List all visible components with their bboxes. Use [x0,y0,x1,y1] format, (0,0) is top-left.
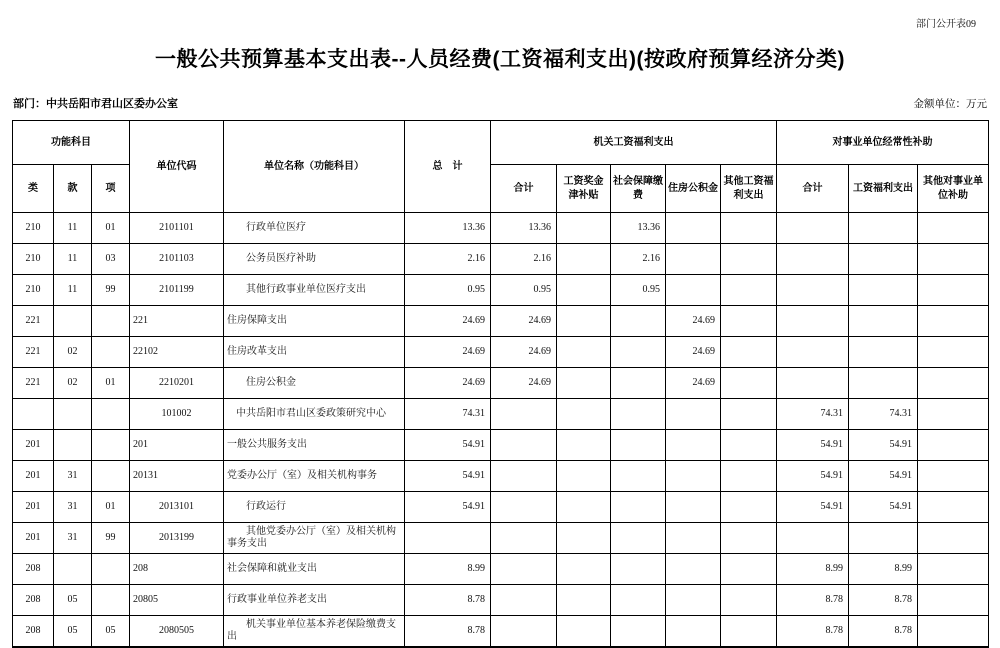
cell-org-other [721,461,777,492]
cell-total: 54.91 [405,461,491,492]
cell-unit-code: 2210201 [130,368,224,399]
cell-lei: 208 [13,585,54,616]
cell-org-housing [666,399,721,430]
cell-org-housing [666,275,721,306]
cell-unit-name: 行政单位医疗 [224,213,405,244]
cell-inst-wage [849,275,918,306]
table-row [13,368,989,399]
cell-org-other [721,213,777,244]
cell-org-social: 13.36 [611,213,666,244]
cell-org-total: 24.69 [491,337,557,368]
cell-xiang [92,306,130,337]
cell-inst-total: 8.78 [777,616,849,648]
cell-total: 8.78 [405,585,491,616]
cell-org-wage [557,523,611,554]
cell-kuan: 02 [54,337,92,368]
cell-xiang: 01 [92,368,130,399]
cell-xiang [92,337,130,368]
cell-total: 8.78 [405,616,491,648]
table-row [13,306,989,337]
cell-org-total [491,523,557,554]
cell-org-other [721,275,777,306]
cell-org-wage [557,213,611,244]
page-title: 一般公共预算基本支出表--人员经费(工资福利支出)(按政府预算经济分类) [155,48,845,71]
cell-xiang [92,399,130,430]
cell-total: 24.69 [405,368,491,399]
cell-xiang: 01 [92,213,130,244]
cell-org-wage [557,461,611,492]
cell-org-housing [666,213,721,244]
cell-unit-code: 20131 [130,461,224,492]
cell-kuan: 05 [54,585,92,616]
cell-unit-name: 党委办公厅（室）及相关机构事务 [224,461,405,492]
cell-lei: 221 [13,337,54,368]
cell-xiang [92,430,130,461]
header-org-total: 合计 [491,165,557,213]
cell-org-social: 0.95 [611,275,666,306]
header-org-group: 机关工资福利支出 [491,121,777,165]
table-row [13,616,989,648]
cell-xiang [92,585,130,616]
cell-org-social [611,337,666,368]
cell-org-other [721,492,777,523]
cell-org-housing [666,430,721,461]
cell-xiang: 99 [92,275,130,306]
cell-lei: 221 [13,368,54,399]
cell-inst-total: 54.91 [777,430,849,461]
table-row [13,430,989,461]
cell-inst-other [918,616,989,648]
cell-inst-total [777,368,849,399]
cell-unit-name: 机关事业单位基本养老保险缴费支出 [224,616,405,648]
cell-org-total [491,554,557,585]
header-inst-wage: 工资福利支出 [849,165,918,213]
cell-org-social [611,461,666,492]
cell-unit-name: 住房公积金 [224,368,405,399]
cell-inst-other [918,461,989,492]
department-label: 部门：中共岳阳市君山区委办公室 [13,98,178,110]
cell-org-other [721,523,777,554]
cell-xiang: 01 [92,492,130,523]
cell-kuan [54,399,92,430]
cell-org-other [721,554,777,585]
cell-kuan: 11 [54,213,92,244]
cell-org-social [611,523,666,554]
cell-inst-total [777,275,849,306]
cell-kuan: 31 [54,461,92,492]
cell-unit-code: 2080505 [130,616,224,648]
cell-org-social [611,616,666,648]
header-org-other: 其他工资福利支出 [721,165,777,213]
header-lei: 类 [13,165,54,213]
cell-org-housing: 24.69 [666,368,721,399]
table-row [13,244,989,275]
cell-inst-other [918,337,989,368]
table-body [13,213,989,648]
cell-inst-total [777,523,849,554]
cell-org-housing [666,461,721,492]
cell-org-housing [666,554,721,585]
cell-org-housing [666,616,721,648]
cell-org-total [491,585,557,616]
cell-org-wage [557,368,611,399]
table-row [13,492,989,523]
cell-lei: 201 [13,492,54,523]
cell-inst-wage [849,213,918,244]
cell-inst-wage: 54.91 [849,492,918,523]
cell-org-social [611,554,666,585]
table-row [13,523,989,554]
cell-inst-other [918,306,989,337]
cell-org-social: 2.16 [611,244,666,275]
cell-inst-wage: 74.31 [849,399,918,430]
cell-total: 54.91 [405,492,491,523]
cell-total: 74.31 [405,399,491,430]
cell-org-other [721,306,777,337]
cell-total: 8.99 [405,554,491,585]
cell-org-social [611,306,666,337]
cell-org-wage [557,492,611,523]
header-org-wage: 工资奖金津补贴 [557,165,611,213]
table-row [13,461,989,492]
table-row [13,213,989,244]
cell-org-wage [557,337,611,368]
header-kuan: 款 [54,165,92,213]
cell-org-total: 24.69 [491,306,557,337]
cell-lei: 221 [13,306,54,337]
cell-total: 24.69 [405,306,491,337]
cell-org-wage [557,399,611,430]
header-unit-name: 单位名称（功能科目） [224,121,405,213]
cell-org-housing: 24.69 [666,306,721,337]
cell-unit-name: 行政事业单位养老支出 [224,585,405,616]
cell-org-total [491,616,557,648]
cell-xiang [92,554,130,585]
cell-unit-name: 住房改革支出 [224,337,405,368]
cell-inst-total: 54.91 [777,492,849,523]
table-row [13,275,989,306]
cell-inst-other [918,585,989,616]
cell-org-wage [557,430,611,461]
cell-inst-wage [849,337,918,368]
header-inst-other: 其他对事业单位补助 [918,165,989,213]
cell-kuan: 02 [54,368,92,399]
cell-inst-wage [849,244,918,275]
cell-inst-other [918,430,989,461]
cell-unit-code: 2101101 [130,213,224,244]
cell-unit-name: 住房保障支出 [224,306,405,337]
header-inst-total: 合计 [777,165,849,213]
cell-inst-total [777,244,849,275]
cell-unit-name: 中共岳阳市君山区委政策研究中心 [224,399,405,430]
cell-lei [13,399,54,430]
table-row [13,337,989,368]
cell-xiang: 03 [92,244,130,275]
cell-inst-other [918,368,989,399]
cell-org-total [491,399,557,430]
cell-inst-wage [849,523,918,554]
cell-lei: 210 [13,213,54,244]
cell-inst-total: 8.99 [777,554,849,585]
cell-org-wage [557,275,611,306]
cell-kuan: 11 [54,275,92,306]
cell-inst-other [918,492,989,523]
cell-unit-code: 2101103 [130,244,224,275]
cell-org-total [491,461,557,492]
cell-org-wage [557,554,611,585]
cell-org-total: 0.95 [491,275,557,306]
cell-inst-wage: 8.99 [849,554,918,585]
cell-unit-name: 行政运行 [224,492,405,523]
cell-inst-total: 8.78 [777,585,849,616]
cell-unit-code: 2013101 [130,492,224,523]
cell-org-housing [666,492,721,523]
budget-table [12,120,989,648]
cell-lei: 208 [13,554,54,585]
cell-lei: 201 [13,461,54,492]
cell-inst-wage: 8.78 [849,585,918,616]
cell-org-social [611,399,666,430]
cell-org-social [611,585,666,616]
header-org-social: 社会保障缴费 [611,165,666,213]
amount-unit-label: 金额单位：万元 [913,99,987,110]
cell-xiang [92,461,130,492]
cell-unit-code: 101002 [130,399,224,430]
cell-org-other [721,337,777,368]
cell-total [405,523,491,554]
cell-unit-code: 22102 [130,337,224,368]
cell-total: 13.36 [405,213,491,244]
cell-org-housing: 24.69 [666,337,721,368]
cell-inst-total [777,213,849,244]
cell-lei: 208 [13,616,54,648]
header-func-subject: 功能科目 [13,121,130,165]
cell-inst-other [918,213,989,244]
cell-inst-total [777,306,849,337]
cell-org-other [721,368,777,399]
header-inst-group: 对事业单位经常性补助 [777,121,989,165]
cell-org-total: 13.36 [491,213,557,244]
cell-org-housing [666,585,721,616]
cell-org-wage [557,306,611,337]
header-row-1 [13,121,989,165]
cell-inst-wage: 54.91 [849,430,918,461]
cell-inst-other [918,399,989,430]
cell-org-total: 24.69 [491,368,557,399]
cell-total: 0.95 [405,275,491,306]
header-total: 总 计 [405,121,491,213]
cell-unit-code: 221 [130,306,224,337]
cell-org-other [721,244,777,275]
doc-label: 部门公开表09 [916,19,976,30]
table-row [13,585,989,616]
cell-inst-wage [849,368,918,399]
cell-org-total: 2.16 [491,244,557,275]
cell-total: 54.91 [405,430,491,461]
cell-org-social [611,368,666,399]
cell-inst-other [918,523,989,554]
cell-lei: 210 [13,244,54,275]
cell-inst-total: 54.91 [777,461,849,492]
cell-inst-wage: 8.78 [849,616,918,648]
cell-unit-name: 社会保障和就业支出 [224,554,405,585]
cell-inst-other [918,244,989,275]
cell-org-wage [557,585,611,616]
cell-lei: 210 [13,275,54,306]
cell-org-other [721,399,777,430]
cell-org-other [721,430,777,461]
cell-org-housing [666,244,721,275]
cell-kuan [54,430,92,461]
cell-kuan [54,554,92,585]
cell-org-total [491,492,557,523]
table-row [13,399,989,430]
cell-xiang: 99 [92,523,130,554]
cell-org-housing [666,523,721,554]
header-unit-code: 单位代码 [130,121,224,213]
cell-lei: 201 [13,523,54,554]
cell-kuan: 31 [54,523,92,554]
cell-org-wage [557,244,611,275]
cell-unit-name: 其他党委办公厅（室）及相关机构事务支出 [224,523,405,554]
cell-unit-code: 208 [130,554,224,585]
cell-inst-total [777,337,849,368]
cell-unit-name: 公务员医疗补助 [224,244,405,275]
cell-inst-wage: 54.91 [849,461,918,492]
cell-unit-code: 201 [130,430,224,461]
header-org-housing: 住房公积金 [666,165,721,213]
cell-kuan: 05 [54,616,92,648]
cell-unit-name: 其他行政事业单位医疗支出 [224,275,405,306]
cell-org-total [491,430,557,461]
cell-inst-other [918,275,989,306]
cell-unit-code: 2013199 [130,523,224,554]
cell-inst-wage [849,306,918,337]
cell-total: 2.16 [405,244,491,275]
cell-org-other [721,616,777,648]
cell-kuan [54,306,92,337]
cell-unit-code: 2101199 [130,275,224,306]
cell-kuan: 11 [54,244,92,275]
table-row [13,554,989,585]
cell-org-social [611,492,666,523]
cell-org-other [721,585,777,616]
cell-lei: 201 [13,430,54,461]
cell-unit-name: 一般公共服务支出 [224,430,405,461]
meta-row [13,95,987,111]
cell-inst-other [918,554,989,585]
header-xiang: 项 [92,165,130,213]
cell-kuan: 31 [54,492,92,523]
cell-unit-code: 20805 [130,585,224,616]
cell-xiang: 05 [92,616,130,648]
cell-org-social [611,430,666,461]
cell-total: 24.69 [405,337,491,368]
cell-inst-total: 74.31 [777,399,849,430]
cell-org-wage [557,616,611,648]
